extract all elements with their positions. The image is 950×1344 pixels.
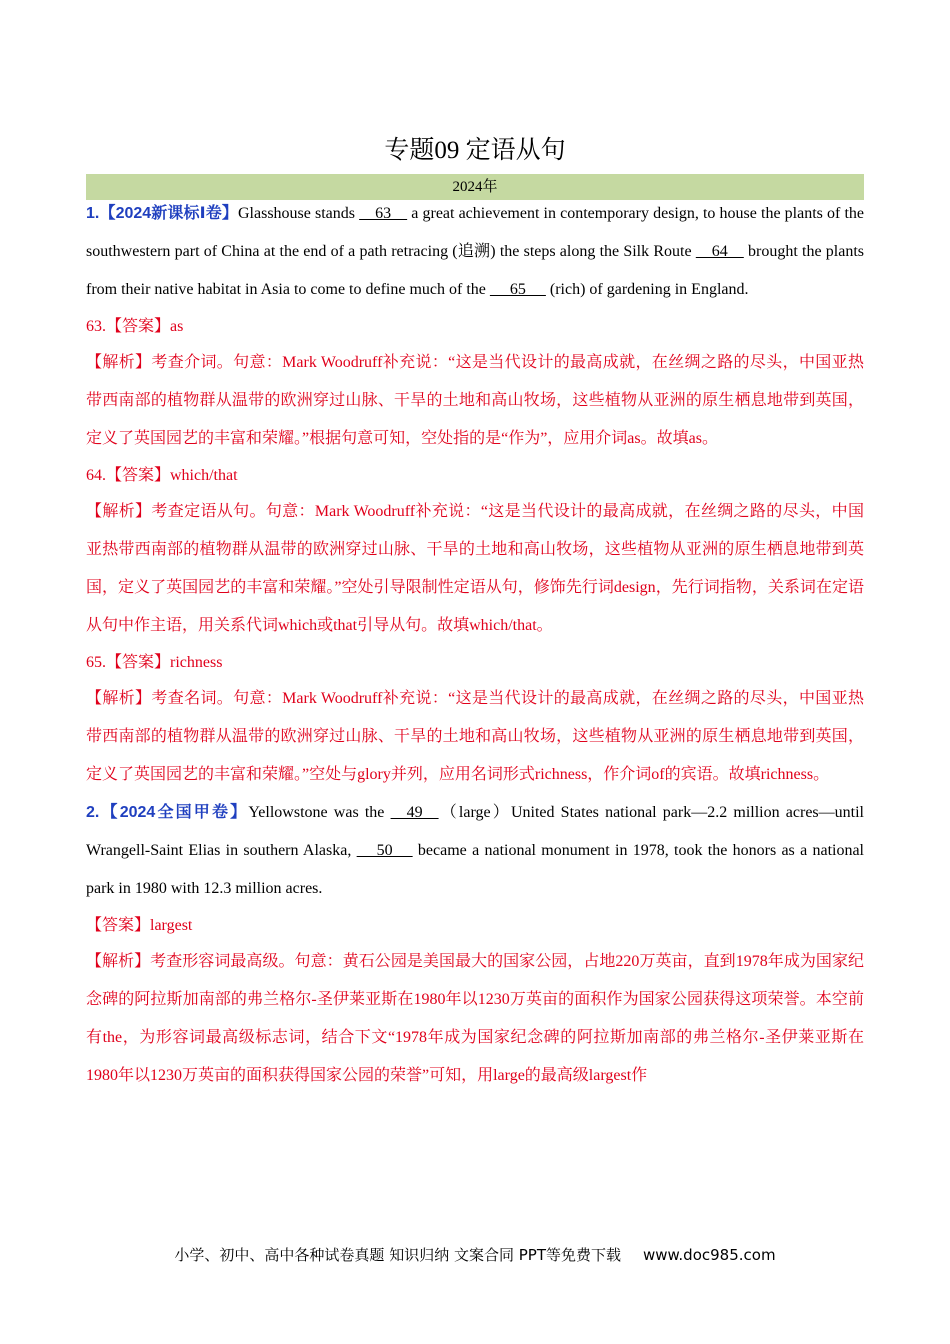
question-1: [86, 195, 864, 309]
blank-65: 65: [489, 281, 546, 298]
question-source-label: 1.【2024新课标Ⅰ卷】: [86, 205, 238, 222]
blank-49: 49: [390, 804, 439, 821]
explanation-64: 【解析】考查定语从句。句意：Mark Woodruff补充说：“这是当代设计的最高成就，在丝绸之路的尽头，中国亚热带西南部的植物群从温带的欧洲穿过山脉、干旱的土地和高山牧场，这些植物从亚洲的原生栖息地带到英国，定义了英国园艺的丰富和荣耀。”空处引导限制性定语从句，修饰先行词design，先行词指物，关系词在定语从句中作主语，用关系代词which或that引导从句。故填which/that。: [86, 503, 864, 634]
footer-site-link[interactable]: www.doc985.com: [642, 1246, 776, 1264]
explanation-65: 【解析】考查名词。句意：Mark Woodruff补充说：“这是当代设计的最高成就，在丝绸之路的尽头，中国亚热带西南部的植物群从温带的欧洲穿过山脉、干旱的土地和高山牧场，这些植物从亚洲的原生栖息地带到英国，定义了英国园艺的丰富和荣耀。”空处与glory并列，应用名词形式richness，作介词of的宾语。故填richness。: [86, 690, 864, 783]
blank-63: 63: [359, 205, 408, 222]
explanation-49: 【解析】考查形容词最高级。句意：黄石公园是美国最大的国家公园，占地220万英亩，直到1978年成为国家纪念碑的阿拉斯加南部的弗兰格尔-圣伊莱亚斯在1980年以1230万英亩的面积作为国家公园获得这项荣誉。本空前有the，为形容词最高级标志词，结合下文“1978年成为国家纪念碑的阿拉斯加南部的弗兰格尔-圣伊莱亚斯在1980年以1230万英亩的面积获得国家公园的荣誉”可知，用large的最高级largest作: [86, 953, 864, 1084]
question-text: (rich) of gardening in England.: [545, 281, 749, 298]
question-text: became a national monument in 1978, took the honors as a national park in 1980 with 12.3 million acres.: [86, 842, 865, 897]
question-2: [86, 794, 864, 908]
year-section-header: 2024年: [86, 174, 864, 200]
answer-64: 64.【答案】which/that: [86, 467, 238, 484]
question-text: Yellowstone was the: [248, 804, 391, 821]
explanation-63: 【解析】考查介词。句意：Mark Woodruff补充说：“这是当代设计的最高成就，在丝绸之路的尽头，中国亚热带西南部的植物群从温带的欧洲穿过山脉、干旱的土地和高山牧场，这些植物从亚洲的原生栖息地带到英国，定义了英国园艺的丰富和荣耀。”根据句意可知，空处指的是“作为”，应用介词as。故填as。: [86, 354, 864, 447]
footer-text: 小学、初中、高中各种试卷真题 知识归纳 文案合同 PPT等免费下载: [174, 1246, 621, 1264]
answer-63: 63.【答案】as: [86, 318, 184, 335]
question-text: （large）United States national park—2.2 million acres—until Wrangell-Saint Elias in southern Alaska,: [86, 804, 864, 859]
answer-65: 65.【答案】richness: [86, 654, 223, 671]
question-source-label: 2.【2024全国甲卷】: [86, 804, 249, 821]
page-title: 专题09 定语从句: [384, 137, 566, 164]
question-text: Glasshouse stands: [238, 205, 360, 222]
question-text: brought the plants from their native habitat in Asia to come to define much of the: [86, 243, 864, 298]
blank-50: 50: [356, 842, 413, 859]
answer-49: 【答案】largest: [86, 917, 193, 934]
page-footer: [0, 1244, 950, 1265]
document-content: [86, 195, 864, 1095]
question-text: a great achievement in contemporary design, to house the plants of the southwestern part of China at the end of a path retracing (追溯) the steps along the Silk Route: [86, 205, 865, 260]
blank-64: 64: [695, 243, 744, 260]
